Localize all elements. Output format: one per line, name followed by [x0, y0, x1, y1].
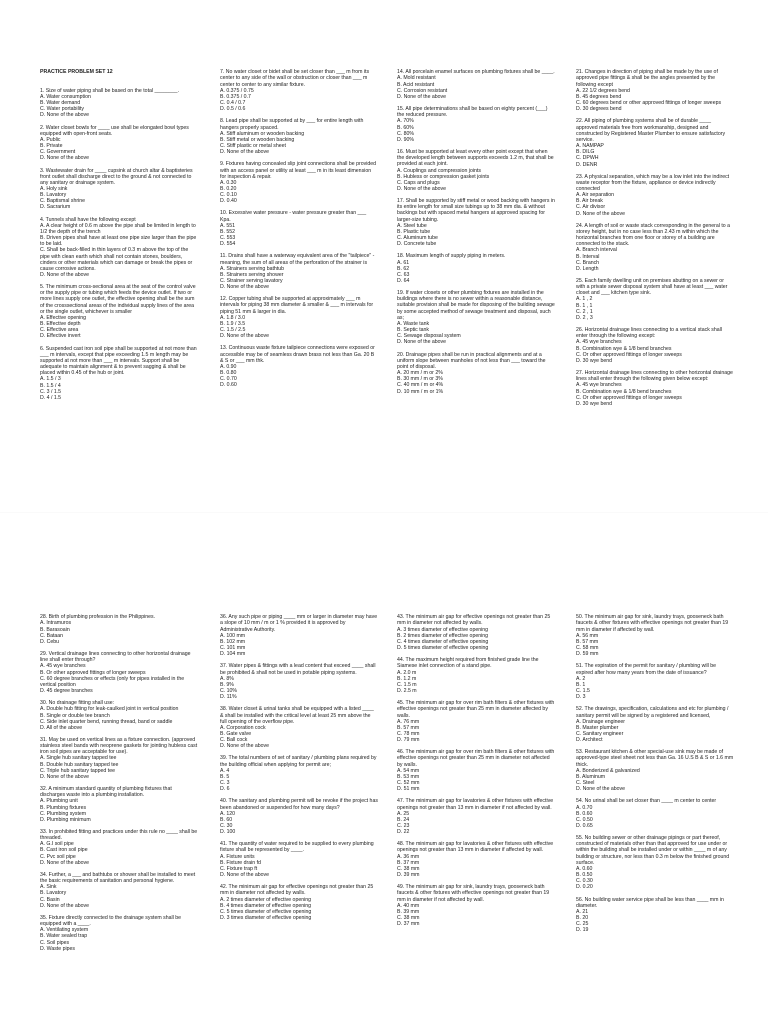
question-item: 3. Wastewater drain for ____ cupsink at church altar & baptisteries front outlet shall discharge direct to the ground & not connected to any sanitary or drainage system. A. Holy sink B. Lavatory C. Baptismal shrine D. Sacrarium — [40, 167, 193, 211]
question-item: 12. Copper tubing shall be supported at approximately ___ m intervals for piping 38 mm diameter & smaller & ___ m intervals for piping 51 mm & larger in dia. A. 1.8 / 3.0 B. 1.9 / 3.5 C. 1.5 / 2.5 D. None of the above — [220, 296, 374, 340]
question-item: 14. All porcelain enamel surfaces on plumbing fixtures shall be ____. A. Mold resistant B. Acid resistant C. Corrosion resistant D. None of the above — [397, 69, 555, 100]
question-list — [397, 614, 555, 927]
question-item: 37. Water pipes & fittings with a lead content that exceed ____ shall be prohibited & shall not be used in potable piping systems. A. 8% B. 9% C. 10% D. 11% — [220, 663, 376, 701]
question-item: 13. Continuous waste fixture tailpiece connections were exposed or accessible may be of seamless drawn brass not less than Ga. 20 B & S or ___ mm thk. A. 0.90 B. 0.80 C. 0.70 D. 0.60 — [220, 345, 375, 389]
question-item: 28. Birth of plumbing profession in the Philippines. A. Intramuros B. Barasoain C. Bataan D. Cebu — [40, 614, 156, 645]
column-2 — [220, 57, 378, 407]
column-8 — [576, 602, 734, 952]
question-item: 26. Horizontal drainage lines connecting to a vertical stack shall enter through the following except: A. 45 wye branches B. Combination wye & 1/8 bend branches C. Or other approved fittings of longer sweeps D. 30 wye bend — [576, 327, 722, 364]
page-title: PRACTICE PROBLEM SET 12 — [40, 69, 113, 76]
question-item: 53. Restaurant kitchen & other special-use sink may be made of approved-type steel sheet not less than Ga. 16 U.S B & S or 1.6 mm thick. A. Bonderized & galvanized B. Aluminum C. Steel D. None of the above — [576, 749, 734, 793]
question-item: 9. Fixtures having concealed slip joint connections shall be provided with an access panel or utility at least ___ m in its least dimension for inspection & repair. A. 0.30 B. 0.20 C. 0.10 D. 0.40 — [220, 161, 377, 205]
column-5 — [40, 602, 198, 970]
question-list — [397, 69, 555, 394]
question-item: 20. Drainage pipes shall be run in practical alignments and at a uniform slope between manholes of not less than ___ toward the point of disposal. A. 20 mm / m or 2% B. 30 mm / m or 3% C. 40 mm / m or 4% D. 10 mm / m or 1% — [397, 351, 546, 395]
question-item: 38. Water closet & urinal tanks shall be equipped with a listed ____ & shall be installed with the critical level at least 25 mm above the full opening of the overflow pipe. A. Corporation cock B. Gate valve C. Ball cock D. None of the above — [220, 706, 374, 750]
question-item: 54. No urinal shall be set closer than ____ m center to center A. 0.70 B. 0.60 C. 0.50 D. 0.65 — [576, 798, 717, 829]
question-item: 15. All pipe determinations shall be based on eighty percent (___) the reduced pressure. A. 70% B. 60% C. 80% D. 90% — [397, 106, 548, 143]
question-item: 2. Water closet bowls for ____ use shall be elongated bowl types equipped with open-front seats. A. Public B. Private C. Government D. None of the above — [40, 124, 189, 162]
question-item: 11. Drains shall have a waterway equivalent area of the "tailpiece" - meaning, the sum of all areas of the perforation of the strainer is A. Strainers serving bathtub B. Strainers serving shower C. Strainer serving lavatory D. None of the above — [220, 253, 375, 291]
question-list — [576, 69, 734, 407]
column-6 — [220, 602, 378, 940]
question-item: 31. May be used on vertical lines as a fixture connection. (approved stainless steel bands with neoprene gaskets for jointing hubless cast iron soil pipes are acceptable for use). A. Single hub sanitary tapped tee B. Double hub sanitary tapped tee C. Triple hub sanitary tapped tee D. None of the above — [40, 736, 198, 780]
question-item: 41. The quantity of water required to be supplied to every plumbing fixture shall be represented by ____. A. Fixture units B. Fixture drain fd C. Fixture trap ft D. None of the above — [220, 841, 374, 879]
question-item: 1. Size of water piping shall be based on the total ________. A. Water consumption B. Water demand C. Water portability D. None of the above — [40, 87, 180, 119]
question-item: 36. Any such pipe or piping ____ mm or larger in diameter may have a slope of 10 mm / m or 1 % provided it is approved by Administrative Authority. A. 100 mm B. 102 mm C. 101 mm D. 104 mm — [220, 614, 378, 658]
question-item: 46. The minimum air gap for over rim bath filters & other fixtures with effective openings not greater than 25 mm in diameter not affected by walls. A. 54 mm B. 53 mm C. 52 mm D. 51 mm — [397, 749, 555, 793]
question-item: 27. Horizontal drainage lines connecting to other horizontal drainage lines shall enter through the following given below except: A. 45 wye branches B. Combination wye & 1/8 bend branches C. Or other approved fittings of longer sweeps D. 30 wye bend — [576, 370, 733, 407]
question-item: 48. The minimum air gap for lavatories & other fixtures with effective openings not greater than 13 mm in diameter if affected by wall. A. 36 mm B. 37 mm C. 38 mm D. 39 mm — [397, 841, 554, 879]
question-item: 6. Suspended cast iron soil pipe shall be supported at not more than ___ m intervals, except that pipe exceeding 1.5 m length may be supported at not more than ___ m intervals. Support shall be adequate to maintain alignment & to prevent sagging & shall be placed within 0.45 of the hub or joint. A. 1.5 / 3 B. 1.5 / 4 C. 3 / 1.5 D. 4 / 1.5 — [40, 345, 197, 401]
question-item: 4. Tunnels shall have the following except A. A clear height of 0.6 m above the pipe shall be limited in length to 1/2 the depth of the trench B. Driven pipes shall have at least one pipe size larger than the pipe to be laid. C. Shall be back-filled in thin layers of 0.3 m above the top of the pipe with clean earth which shall not contain stones, boulders, cinders or other materials which can damage or break the pipes or cause corrosive actions. D. None of the above — [40, 216, 197, 278]
question-item: 52. The drawings, specification, calculations and etc for plumbing / sanitary permit will be signed by a registered and licensed, A. Drainage engineer B. Master plumber C. Sanitary engineer D. Architect — [576, 706, 729, 744]
question-item: 55. No building sewer or other drainage pipings or part thereof, constructed of materials other than that approved for use under or within the building shall be installed under or within ____ m of any building or structure, nor less than 0.3 m below the finished ground surface. A. 0.60 B. 0.50 C. 0.30 D. 0.20 — [576, 835, 730, 891]
column-3 — [397, 57, 555, 413]
question-list — [220, 614, 378, 921]
question-item: 50. The minimum air gap for sink, laundry trays, gooseneck bath faucets & other fixtures with effective openings not greater than 19 mm in diameter if affected by wall. A. 56 mm B. 57 mm C. 58 mm D. 59 mm — [576, 614, 729, 658]
column-7 — [397, 602, 555, 946]
question-item: 16. Must be supported at least every other point except that when the developed length between supports exceeds 1.2 m, that shall be provided at each joint. A. Couplings and compression joints B. Hubless or compression gasket joints C. Caps and plugs D. None of the above — [397, 149, 554, 192]
column-1 — [40, 57, 198, 419]
question-item: 18. Maximum length of supply piping in meters. A. 61 B. 62 C. 63 D. 64 — [397, 253, 506, 284]
question-item: 35. Fixture directly connected to the drainage system shall be equipped with a ____. A. Ventilating system B. Water sealed trap C. Soil pipes D. Waste pipes — [40, 914, 182, 952]
question-item: 49. The minimum air gap for sink, laundry trays, gooseneck bath faucets & other fixtures with effective openings not greater than 19 mm in diameter if not affected by wall. A. 40 mm B. 39 mm C. 38 mm D. 37 mm — [397, 884, 550, 928]
question-item: 29. Vertical drainage lines connecting to other horizontal drainage line shall enter through? A. 45 wye branches B. Or other approved fittings of longer sweeps C. 60 degree branches or effects (only for pipes installed in the vertical position D. 45 degree branches — [40, 651, 191, 695]
question-item: 56. No building water service pipe shall be less than ____ mm in diameter. A. 21 B. 20 C. 25 D. 19 — [576, 896, 724, 934]
page-divider — [0, 512, 768, 513]
question-item: 10. Excessive water pressure - water pressure greater than ___ Kpa. A. 551 B. 552 C. 553 D. 554 — [220, 210, 367, 248]
question-item: 42. The minimum air gap for effective openings not greater than 25 mm in diameter not affected by walls. A. 2 times diameter of effective opening B. 4 times diameter of effective opening C. 5 times diameter of effective opening D. 3 times diameter of effective opening — [220, 884, 374, 922]
question-item: 32. A minimum standard quantity of plumbing fixtures that discharges waste into a plumbing installation. A. Plumbing unit B. Plumbing fixtures C. Plumbing system D. Plumbing minimum — [40, 786, 172, 823]
question-list — [220, 69, 378, 388]
question-item: 17. Shall be supported by stiff metal or wood backing with hangers in its entire length for small size tubings up to 38 mm dia. & without backings but with spaced metal hangers at approved spacing for larger-size tubing. A. Steel tube B. Plastic tube C. Aluminum tube D. Concrete tube — [397, 198, 555, 248]
question-item: 25. Each family dwelling unit on premises abutting on a sewer or with a private sewer disposal system shall have at least ___ water closet and ___ kitchen type sink. A. 1 , 2 B. 1 , 1 C. 2 , 1 D. 2 , 3 — [576, 278, 728, 321]
question-item: 44. The maximum height required from finished grade line the Siamese inlet connection of a stand pipe. A. 2.0 m B. 1.2 m C. 1.5 m D. 2.5 m — [397, 657, 539, 695]
question-item: 24. A length of soil or waste stack corresponding in the general to a storey height, but in no case less than 2.43 m within which the horizontal branches from one floor or storey of a building are connected to the stack. A. Branch interval B. Interval C. Branch D. Length — [576, 222, 730, 272]
question-list — [576, 614, 734, 933]
question-item: 39. The total numbers of set of sanitary / plumbing plans required by the building official when applying for permit are; A. 4 B. 5 C. 3 D. 6 — [220, 755, 377, 793]
question-item: 5. The minimum cross-sectional area at the seat of the control valve or the supply pipe or tubing which feeds the device outlet. If two or more lines supply one outlet, the effective opening shall be the sum of the crosssectional areas of the individual supply lines of the area or the single outlet, whichever is smaller A. Effective opening B. Effective depth C. Effective area D. Effective invert — [40, 284, 196, 340]
question-item: 30. No drainage fitting shall use: A. Double hub fitting for leak-caulked joint in vertical position B. Single or double tee branch C. Side inlet quarter bend, running thread, band or saddle D. All of the above — [40, 700, 179, 731]
question-list — [40, 614, 198, 952]
question-item: 21. Changes in direction of piping shall be made by the use of approved pipe fittings & shall be the angles presented by the following except A. 22 1/2 degrees bend B. 45 degrees bend C. 60 degrees bend or other approved fittings of longer sweeps D. 30 degrees bend — [576, 69, 722, 113]
question-item: 43. The minimum air gap for effective openings not greater than 25 mm in diameter not affected by walls. A. 3 times diameter of effective opening B. 2 times diameter of effective opening C. 4 times diameter of effective opening D. 5 times diameter of effective opening — [397, 614, 551, 652]
question-item: 40. The sanitary and plumbing permit will be revoke if the project has been abandoned or suspended for how many days? A. 120 B. 60 C. 30 D. 100 — [220, 798, 378, 836]
question-item: 8. Lead pipe shall be supported at by ___ for entire length with hangers properly spaced. A. Stiff aluminum or wooden backing B. Stiff metal or wooden backing C. Stiff plastic or metal sheet D. None of the above — [220, 118, 364, 156]
question-item: 34. Further, a ___ and bathtubs or shower shall be installed to meet the basic requirements of sanitation and personal hygiene. A. Sink B. Lavatory C. Basin D. None of the above — [40, 871, 196, 909]
question-item: 47. The minimum air gap for lavatories & other fixtures with effective openings not greater than 13 mm in diameter if not affected by wall. A. 25 B. 24 C. 23 D. 22 — [397, 798, 554, 836]
question-item: 7. No water closet or bidet shall be set closer than ___ m from its center to any side of the wall or obstruction or closer than ___ m center to center to any similar fixture. A. 0.375 / 0.75 B. 0.375 / 0.7 C. 0.4 / 0.7 D. 0.5 / 0.6 — [220, 69, 370, 113]
question-item: 22. All piping of plumbing systems shall be of durable ____ approved materials free from workmanship, designed and constructed by Registered Master Plumber to ensure satisfactory service. A. NAMPAP B. DILG C. DPWH D. DENR — [576, 118, 726, 168]
question-item: 19. If water closets or other plumbing fixtures are installed in the buildings where there is no sewer within a reasonable distance, suitable provision shall be made for disposing of the building sewage by some accepted method of sewage treatment and disposal, such as; A. Waste tank B. Septic tank C. Sewage disposal system D. None of the above — [397, 290, 555, 346]
question-item: 45. The minimum air gap for over rim bath filters & other fixtures with effective openings not greater than 25 mm in diameter affected by walls. A. 76 mm B. 57 mm C. 78 mm D. 79 mm — [397, 700, 555, 744]
question-list — [40, 88, 198, 401]
question-item: 51. The expiration of the permit for sanitary / plumbing will be expired after how many years from the date of issuance? A. 2 B. 1 C. 1.5 D. 3 — [576, 663, 717, 701]
column-4 — [576, 57, 734, 425]
question-item: 33. In prohibited fitting and practices under this rule no ____ shall be threaded. A. G.I soil pipe B. Cast iron soil pipe C. Pvc soil pipe D. None of the above — [40, 829, 198, 866]
question-item: 23. A physical separation, which may be a low inlet into the indirect waste receptor from the fixture, appliance or device indirectly connected A. Air separation B. Air break C. Air divisor D. None of the above — [576, 173, 730, 217]
